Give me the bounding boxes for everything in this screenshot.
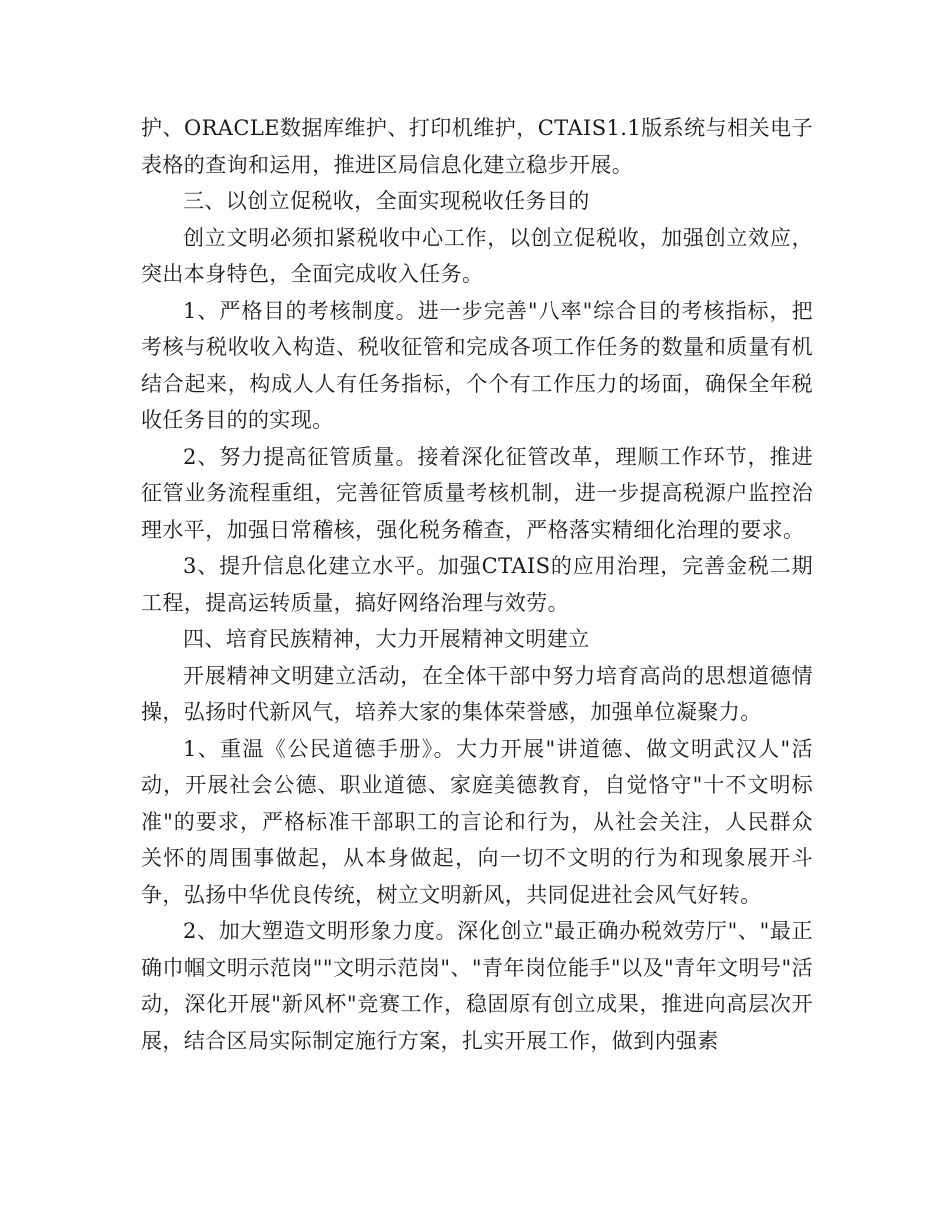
paragraph-section-four-intro: 开展精神文明建立活动，在全体干部中努力培育高尚的思想道德情操，弘扬时代新风气，培养大家的集体荣誉感，加强单位凝聚力。 [141, 663, 813, 724]
section-heading-four: 四、培育民族精神，大力开展精神文明建立 [183, 627, 590, 651]
paragraph-item-collection-quality: 2、努力提高征管质量。接着深化征管改革，理顺工作环节，推进征管业务流程重组，完善征管质量考核机制，进一步提高税源户监控治理水平，加强日常稽核，强化税务稽查，严格落实精细化治理的要求。 [141, 444, 813, 542]
paragraph-item-citizen-morality: 1、重温《公民道德手册》。大力开展"讲道德、做文明武汉人"活动，开展社会公德、职业道德、家庭美德教育，自觉恪守"十不文明标准"的要求，严格标准干部职工的言论和行为，从社会关注，人民群众关怀的周围事做起，从本身做起，向一切不文明的行为和现象展开斗争，弘扬中华优良传统，树立文明新风，共同促进社会风气好转。 [141, 736, 813, 907]
paragraph-item-target-assessment: 1、严格目的考核制度。进一步完善"八率"综合目的考核指标，把考核与税收收入构造、税收征管和完成各项工作任务的数量和质量有机结合起来，构成人人有任务指标，个个有工作压力的场面，确保全年税收任务目的的实现。 [141, 298, 813, 432]
section-heading-three: 三、以创立促税收，全面实现税收任务目的 [183, 189, 590, 213]
paragraph-item-civilized-image: 2、加大塑造文明形象力度。深化创立"最正确办税效劳厅"、"最正确巾帼文明示范岗""文明示范岗"、"青年岗位能手"以及"青年文明号"活动，深化开展"新风杯"竞赛工作，稳固原有创立成果，推进向高层次开展，结合区局实际制定施行方案，扎实开展工作，做到内强素 [141, 919, 813, 1053]
paragraph-continuation: 护、ORACLE数据库维护、打印机维护，CTAIS1.1版系统与相关电子表格的查询和运用，推进区局信息化建立稳步开展。 [141, 116, 813, 177]
paragraph-section-three-intro: 创立文明必须扣紧税收中心工作，以创立促税收，加强创立效应，突出本身特色，全面完成收入任务。 [141, 225, 813, 286]
paragraph-item-informatization: 3、提升信息化建立水平。加强CTAIS的应用治理，完善金税二期工程，提高运转质量，搞好网络治理与效劳。 [141, 554, 813, 615]
document-body [141, 110, 813, 1059]
